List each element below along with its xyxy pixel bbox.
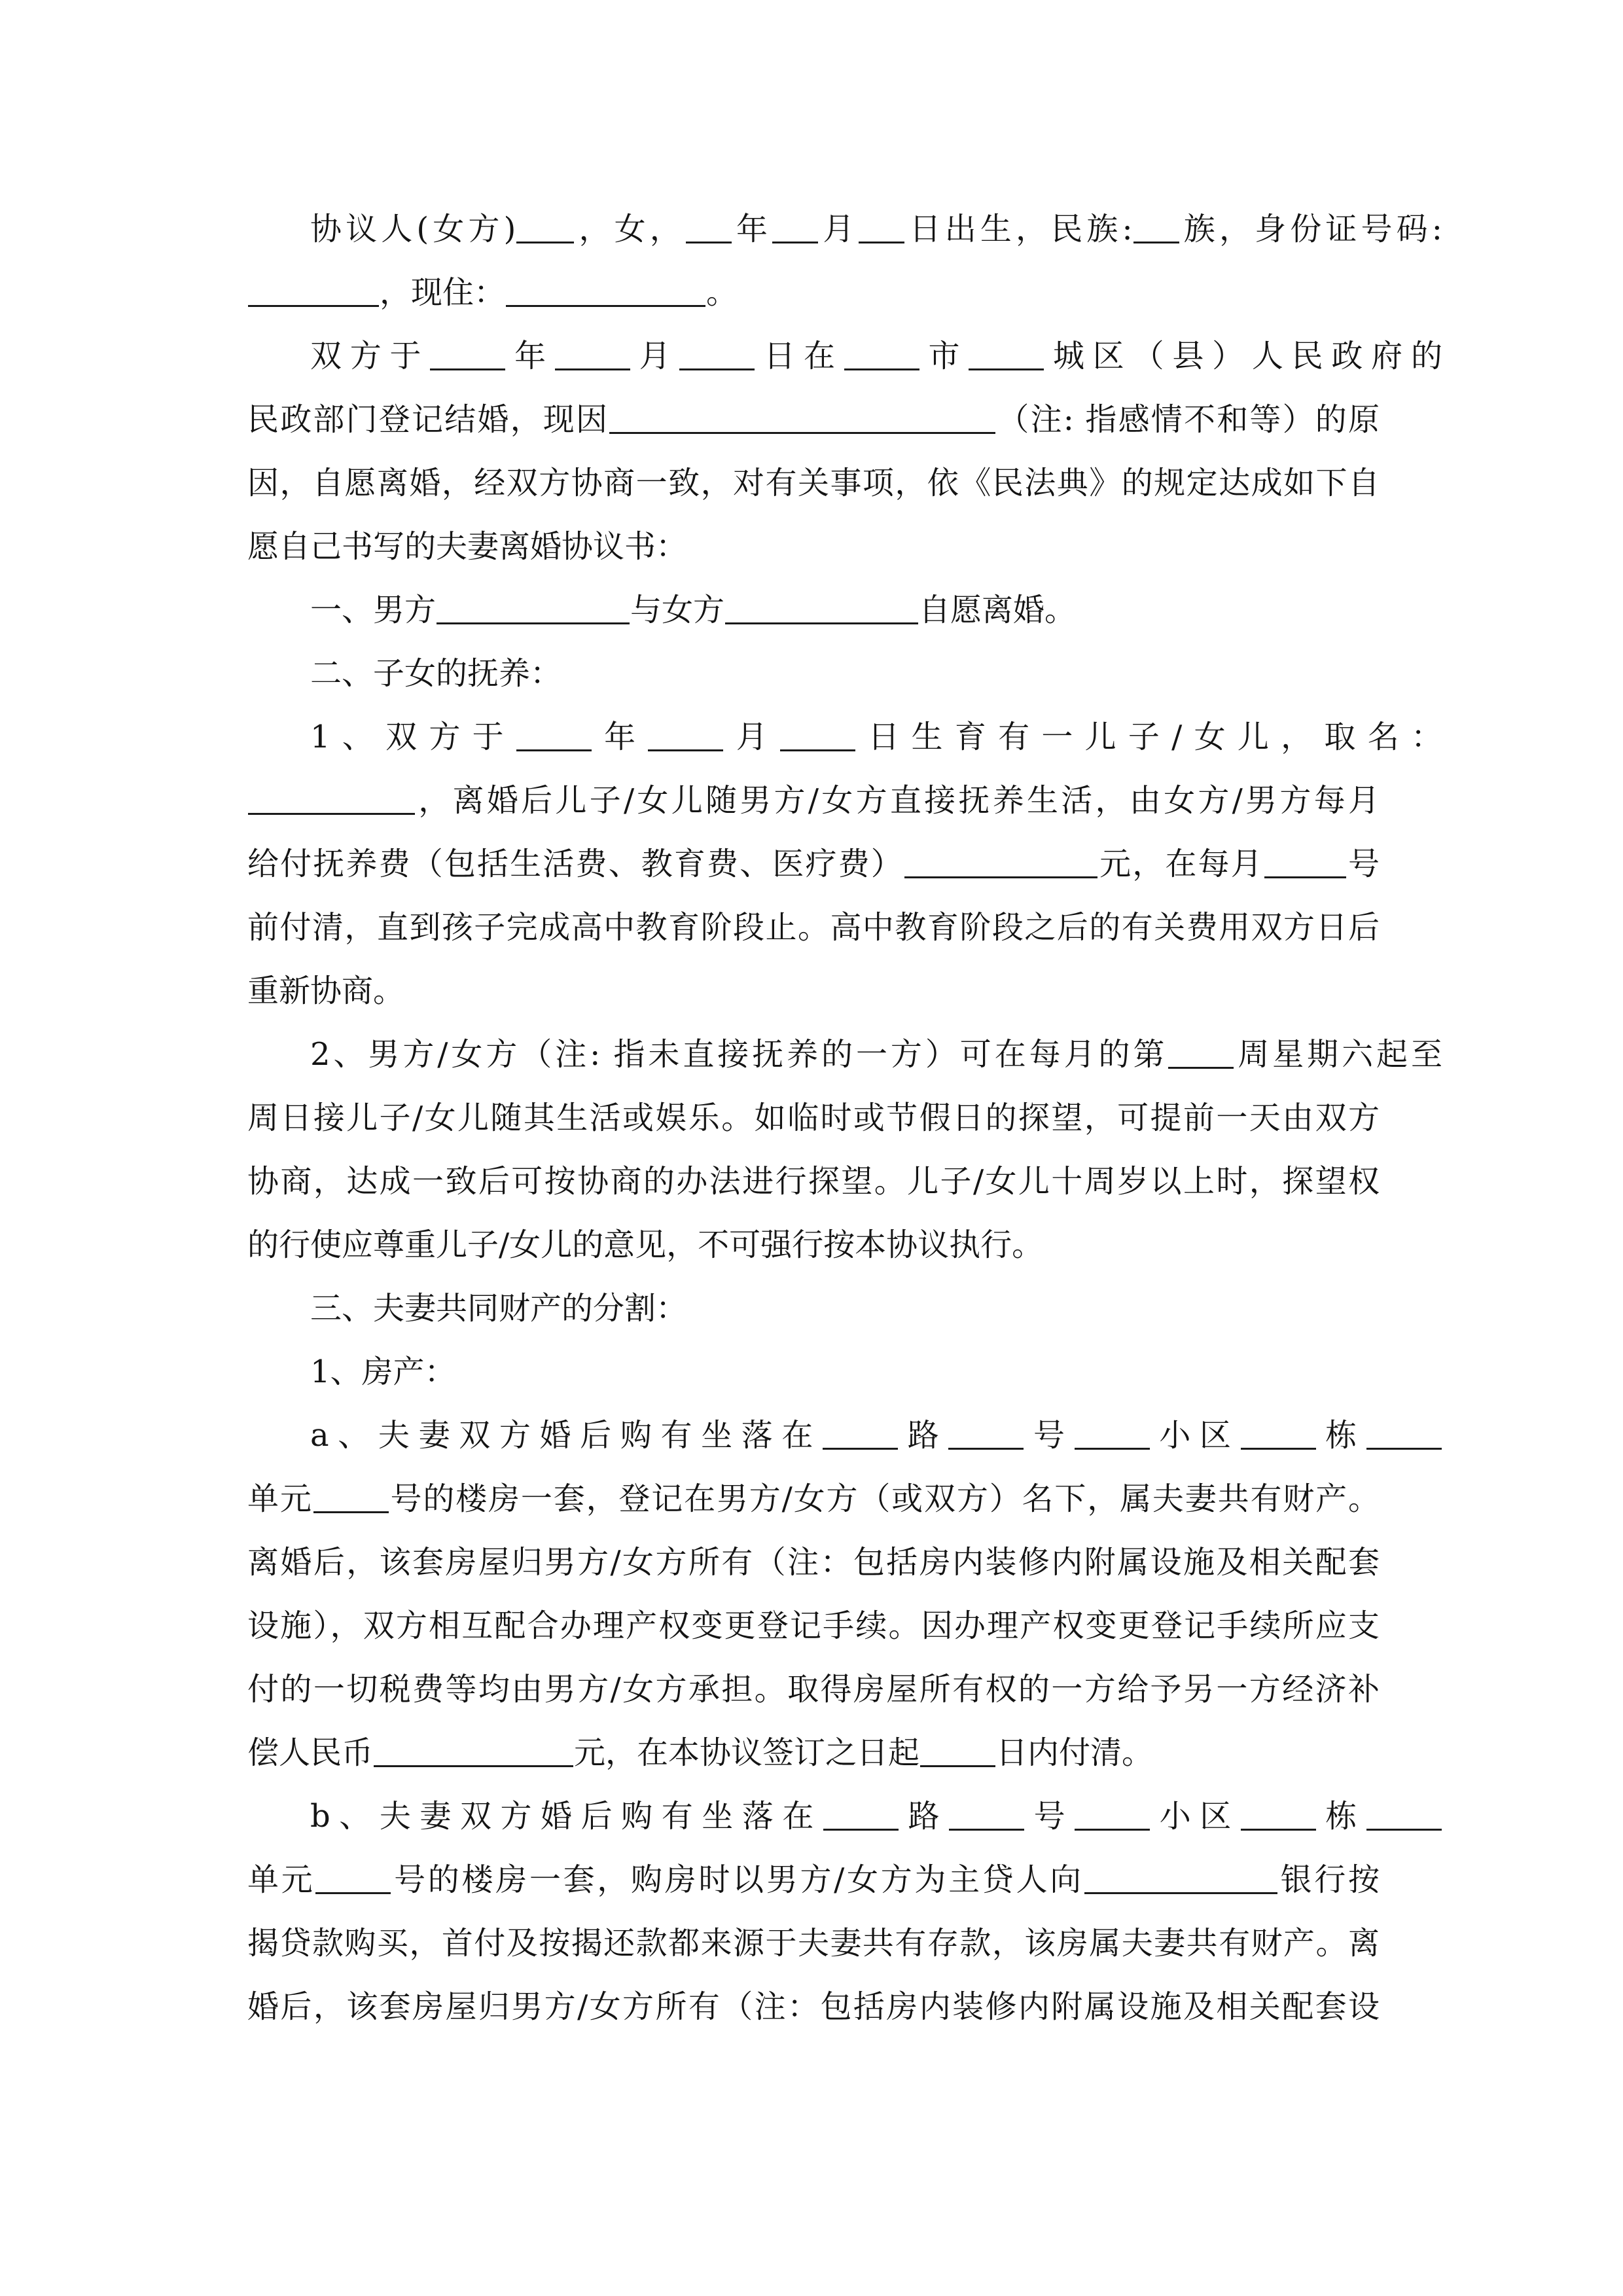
blank-month[interactable] xyxy=(648,719,723,751)
text-line: 因，自愿离婚，经双方协商一致，对有关事项，依《民法典》的规定达成如下自 xyxy=(247,465,1380,501)
text-line: 付的一切税费等均由男方/女方承担。取得房屋所有权的一方给予另一方经济补 xyxy=(247,1671,1380,1708)
blank-support-amount[interactable] xyxy=(904,846,1097,878)
text-line: 协商，达成一致后可按协商的办法进行探望。儿子/女儿十周岁以上时，探望权 xyxy=(247,1163,1380,1200)
text-line: 重新协商。 xyxy=(247,973,405,1009)
blank-building[interactable] xyxy=(1241,1418,1316,1450)
blank-day[interactable] xyxy=(780,719,855,751)
blank-room[interactable] xyxy=(313,1481,389,1513)
heading-child-custody: 二、子女的抚养： xyxy=(310,655,562,692)
blank-road[interactable] xyxy=(823,1418,898,1450)
text-line: 婚后，该套房屋归男方/女方所有（注：包括房内装修内附属设施及相关配套设 xyxy=(247,1988,1380,2025)
blank-address[interactable] xyxy=(506,275,705,307)
clause-3-1-b: b、夫妻双方婚后购有坐落在 路 号 小区 栋 xyxy=(247,1785,1442,1848)
text-line: 前付清，直到孩子完成高中教育阶段止。高中教育阶段之后的有关费用双方日后 xyxy=(247,909,1380,946)
heading-real-estate: 1、房产： xyxy=(310,1354,456,1390)
blank-room[interactable] xyxy=(315,1862,391,1894)
text-line: 离婚后，该套房屋归男方/女方所有（注：包括房内装修内附属设施及相关配套 xyxy=(247,1544,1380,1581)
blank-number[interactable] xyxy=(949,1799,1024,1831)
blank-number[interactable] xyxy=(948,1418,1024,1450)
text-line: 的行使应尊重儿子/女儿的意见，不可强行按本协议执行。 xyxy=(247,1227,1044,1263)
paragraph-marriage: 双方于 年 月 日在 市 城区（县）人民政府的 xyxy=(310,338,1442,374)
paragraph-party-female: 协议人(女方) ，女， 年 月 日出生，民族: 族，身份证号码: xyxy=(310,211,1442,247)
blank-community[interactable] xyxy=(1075,1799,1150,1831)
blank-week-number[interactable] xyxy=(1168,1037,1234,1069)
blank-road[interactable] xyxy=(823,1799,899,1831)
blank-district[interactable] xyxy=(969,338,1044,370)
blank-year[interactable] xyxy=(686,211,732,243)
blank-unit[interactable] xyxy=(1366,1799,1442,1831)
blank-name[interactable] xyxy=(516,211,574,243)
blank-day[interactable] xyxy=(859,211,904,243)
blank-female-name[interactable] xyxy=(725,592,918,624)
blank-building[interactable] xyxy=(1241,1799,1316,1831)
blank-reason[interactable] xyxy=(609,402,995,434)
blank-compensation-amount[interactable] xyxy=(374,1735,573,1767)
clause-3-1-b-cont: 单元 号的楼房一套，购房时以男方/女方为主贷人向 银行按 xyxy=(247,1861,1380,1898)
clause-2-2: 2、男方/女方（注: 指未直接抚养的一方）可在每月的第 周星期六起至 xyxy=(310,1036,1442,1073)
blank-days[interactable] xyxy=(920,1735,995,1767)
clause-2-1-cont: ，离婚后儿子/女儿随男方/女方直接抚养生活，由女方/男方每月 xyxy=(247,769,1380,833)
clause-3-1-a-compensation: 偿人民币 元，在本协议签订之日起 日内付清。 xyxy=(247,1734,1154,1771)
blank-community[interactable] xyxy=(1075,1418,1150,1450)
text-line: 愿自己书写的夫妻离婚协议书： xyxy=(247,528,688,565)
blank-ethnicity[interactable] xyxy=(1133,211,1179,243)
paragraph-party-female-cont: ，现住： 。 xyxy=(247,261,1380,325)
clause-2-1-cont: 给付抚养费（包括生活费、教育费、医疗费） 元，在每月 号 xyxy=(247,846,1380,882)
blank-male-name[interactable] xyxy=(437,592,630,624)
text-line: 揭贷款购买，首付及按揭还款都来源于夫妻共有存款，该房属夫妻共有财产。离 xyxy=(247,1925,1380,1962)
blank-year[interactable] xyxy=(516,719,592,751)
blank-bank[interactable] xyxy=(1084,1862,1277,1894)
clause-1: 一、男方 与女方 自愿离婚。 xyxy=(310,592,1077,628)
blank-pay-day[interactable] xyxy=(1264,846,1346,878)
text-line: 周日接儿子/女儿随其生活或娱乐。如临时或节假日的探望，可提前一天由双方 xyxy=(247,1100,1380,1136)
paragraph-marriage-cont: 民政部门登记结婚，现因 （注: 指感情不和等）的原 xyxy=(247,401,1380,438)
clause-3-1-a: a、夫妻双方婚后购有坐落在 路 号 小区 栋 xyxy=(247,1404,1442,1467)
blank-year[interactable] xyxy=(430,338,505,370)
blank-day[interactable] xyxy=(679,338,755,370)
text-line: 设施），双方相互配合办理产权变更登记手续。因办理产权变更登记手续所应支 xyxy=(247,1607,1380,1644)
blank-id-number[interactable] xyxy=(248,275,379,307)
blank-month[interactable] xyxy=(772,211,818,243)
heading-property-division: 三、夫妻共同财产的分割： xyxy=(310,1290,688,1327)
blank-child-name[interactable] xyxy=(248,783,415,815)
blank-city[interactable] xyxy=(844,338,919,370)
blank-month[interactable] xyxy=(555,338,630,370)
clause-3-1-a-cont: 单元 号的楼房一套，登记在男方/女方（或双方）名下，属夫妻共有财产。 xyxy=(247,1480,1380,1517)
clause-2-1: 1、双方于 年 月 日生育有一儿子/女儿，取名： xyxy=(310,719,1442,755)
blank-unit[interactable] xyxy=(1366,1418,1442,1450)
